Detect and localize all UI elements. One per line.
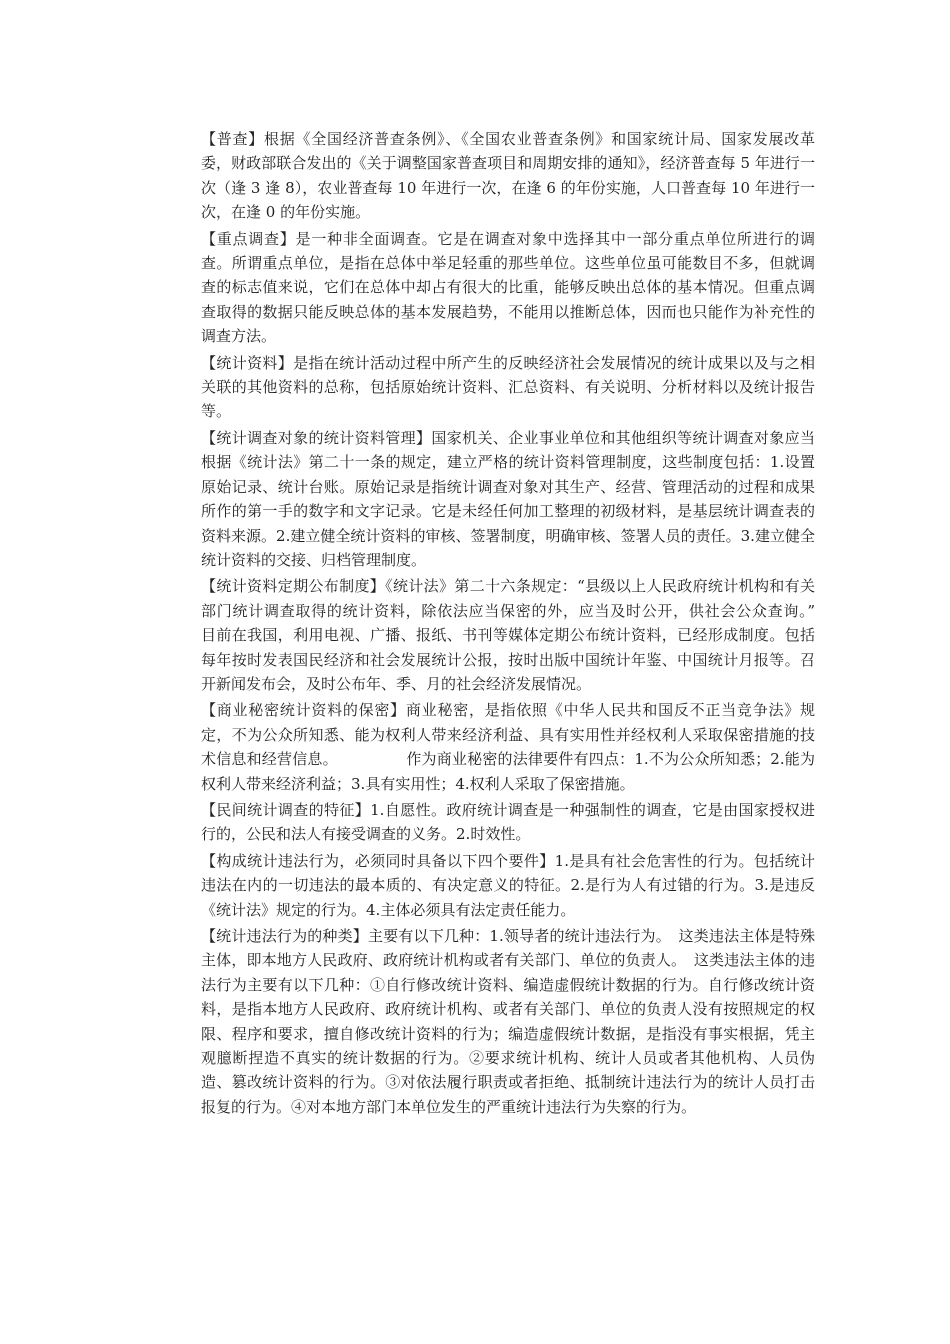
- paragraph-violation-types: 【统计违法行为的种类】主要有以下几种：1.领导者的统计违法行为。 这类违法主体是特殊主体，即本地方人民政府、政府统计机构或者有关部门、单位的负责人。 这类违法主体的违法行为主要有以下几种：①自行修改统计资料、编造虚假统计数据的行为。自行修改统计资料，是指本地方人民政府、政府统计机构、或者有关部门、单位的负责人没有按照规定的权限、程序和要求，擅自修改统计资料的行为；编造虚假统计数据，是指没有事实根据，凭主观臆断捏造不真实的统计数据的行为。②要求统计机构、统计人员或者其他机构、人员伪造、篡改统计资料的行为。③对依法履行职责或者拒绝、抵制统计违法行为的统计人员打击报复的行为。④对本地方部门本单位发生的严重统计违法行为失察的行为。: [201, 927, 815, 1116]
- document-body: [201, 127, 891, 1121]
- paragraph-data-management: 【统计调查对象的统计资料管理】国家机关、企业事业单位和其他组织等统计调查对象应当根据《统计法》第二十一条的规定，建立严格的统计资料管理制度，这些制度包括：1.设置原始记录、统计台账。原始记录是指统计调查对象对其生产、经营、管理活动的过程和成果所作的第一手的数字和文字记录。它是未经任何加工整理的初级材料，是基层统计调查表的资料来源。2.建立健全统计资料的审核、签署制度，明确审核、签署人员的责任。3.建立健全统计资料的交接、归档管理制度。: [201, 428, 815, 569]
- paragraph-private-survey: 【民间统计调查的特征】1.自愿性。政府统计调查是一种强制性的调查，它是由国家授权进行的，公民和法人有接受调查的义务。2.时效性。: [201, 800, 815, 844]
- paragraph-key-survey: 【重点调查】是一种非全面调查。它是在调查对象中选择其中一部分重点单位所进行的调查。所谓重点单位，是指在总体中举足轻重的那些单位。这些单位虽可能数目不多，但就调查的标志值来说，它们在总体中却占有很大的比重，能够反映出总体的基本情况。但重点调查取得的数据只能反映总体的基本发展趋势，不能用以推断总体，因而也只能作为补充性的调查方法。: [201, 229, 815, 346]
- paragraph-publication-system: 【统计资料定期公布制度】《统计法》第二十六条规定：“县级以上人民政府统计机构和有关部门统计调查取得的统计资料，除依法应当保密的外，应当及时公开，供社会公众查询。” 目前在我国，利用电视、广播、报纸、书刊等媒体定期公布统计资料，已经形成制度。包括每年按时发表国民经济和社会发展统计公报，按时出版中国统计年鉴、中国统计月报等。召开新闻发布会，及时公布年、季、月的社会经济发展情况。: [201, 577, 891, 693]
- paragraph-violation-elements: 【构成统计违法行为，必须同时具备以下四个要件】1.是具有社会危害性的行为。包括统计违法在内的一切违法的最本质的、有决定意义的特征。2.是行为人有过错的行为。3.是违反《统计法》规定的行为。4.主体必须具有法定责任能力。: [201, 851, 815, 919]
- paragraph-trade-secret: 【商业秘密统计资料的保密】商业秘密，是指依照《中华人民共和国反不正当竞争法》规定，不为公众所知悉、能为权利人带来经济利益、具有实用性并经权利人采取保密措施的技术信息和经营信息。 作为商业秘密的法律要件有四点：1.不为公众所知悉；2.能为权利人带来经济利益；3.具有实用性；4.权利人采取了保密措施。: [201, 701, 815, 793]
- paragraph-census: 【普查】根据《全国经济普查条例》、《全国农业普查条例》和国家统计局、国家发展改革委，财政部联合发出的《关于调整国家普查项目和周期安排的通知》，经济普查每 5 年进行一次（逢 3 逢 8），农业普查每 10 年进行一次，在逢 6 的年份实施，人口普查每 10 年进行一次，在逢 0 的年份实施。: [201, 130, 815, 222]
- paragraph-statistical-data: 【统计资料】是指在统计活动过程中所产生的反映经济社会发展情况的统计成果以及与之相关联的其他资料的总称，包括原始统计资料、汇总资料、有关说明、分析材料以及统计报告等。: [201, 353, 815, 421]
